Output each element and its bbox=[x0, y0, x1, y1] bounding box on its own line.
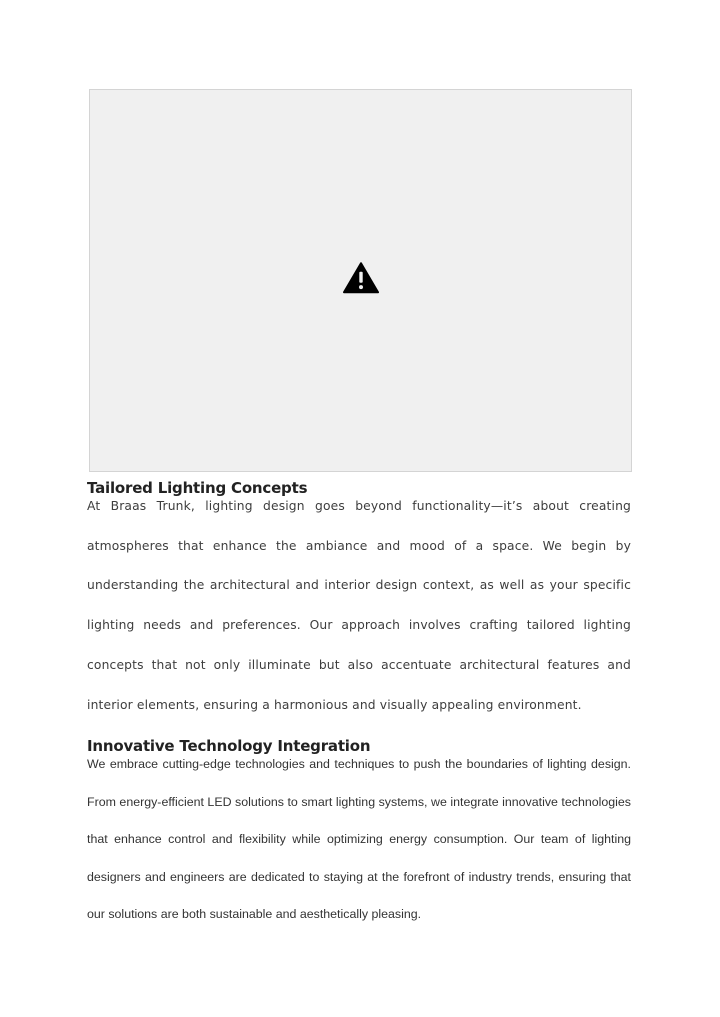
tailored-lighting-section bbox=[87, 479, 631, 725]
innovative-technology-section bbox=[87, 737, 631, 934]
section-body: We embrace cutting-edge technologies and techniques to push the boundaries of lighting design. From energy-efficient LED solutions to smart lighting systems, we integrate innovative technologies that enhance control and flexibility while optimizing energy consumption. Our team of lighting designers and engineers are dedicated to staying at the forefront of industry trends, ensuring that our solutions are both sustainable and aesthetically pleasing. bbox=[87, 757, 631, 922]
section-body: At Braas Trunk, lighting design goes beyond functionality—it’s about creating atmospheres that enhance the ambiance and mood of a space. We begin by understanding the architectural and interior design context, as well as your specific lighting needs and preferences. Our approach involves crafting tailored lighting concepts that not only illuminate but also accentuate architectural features and interior elements, ensuring a harmonious and visually appealing environment. bbox=[87, 499, 631, 712]
section-heading: Tailored Lighting Concepts bbox=[87, 479, 308, 497]
section-heading: Innovative Technology Integration bbox=[87, 737, 371, 755]
warning-icon bbox=[343, 261, 379, 293]
broken-image-placeholder bbox=[89, 89, 632, 472]
